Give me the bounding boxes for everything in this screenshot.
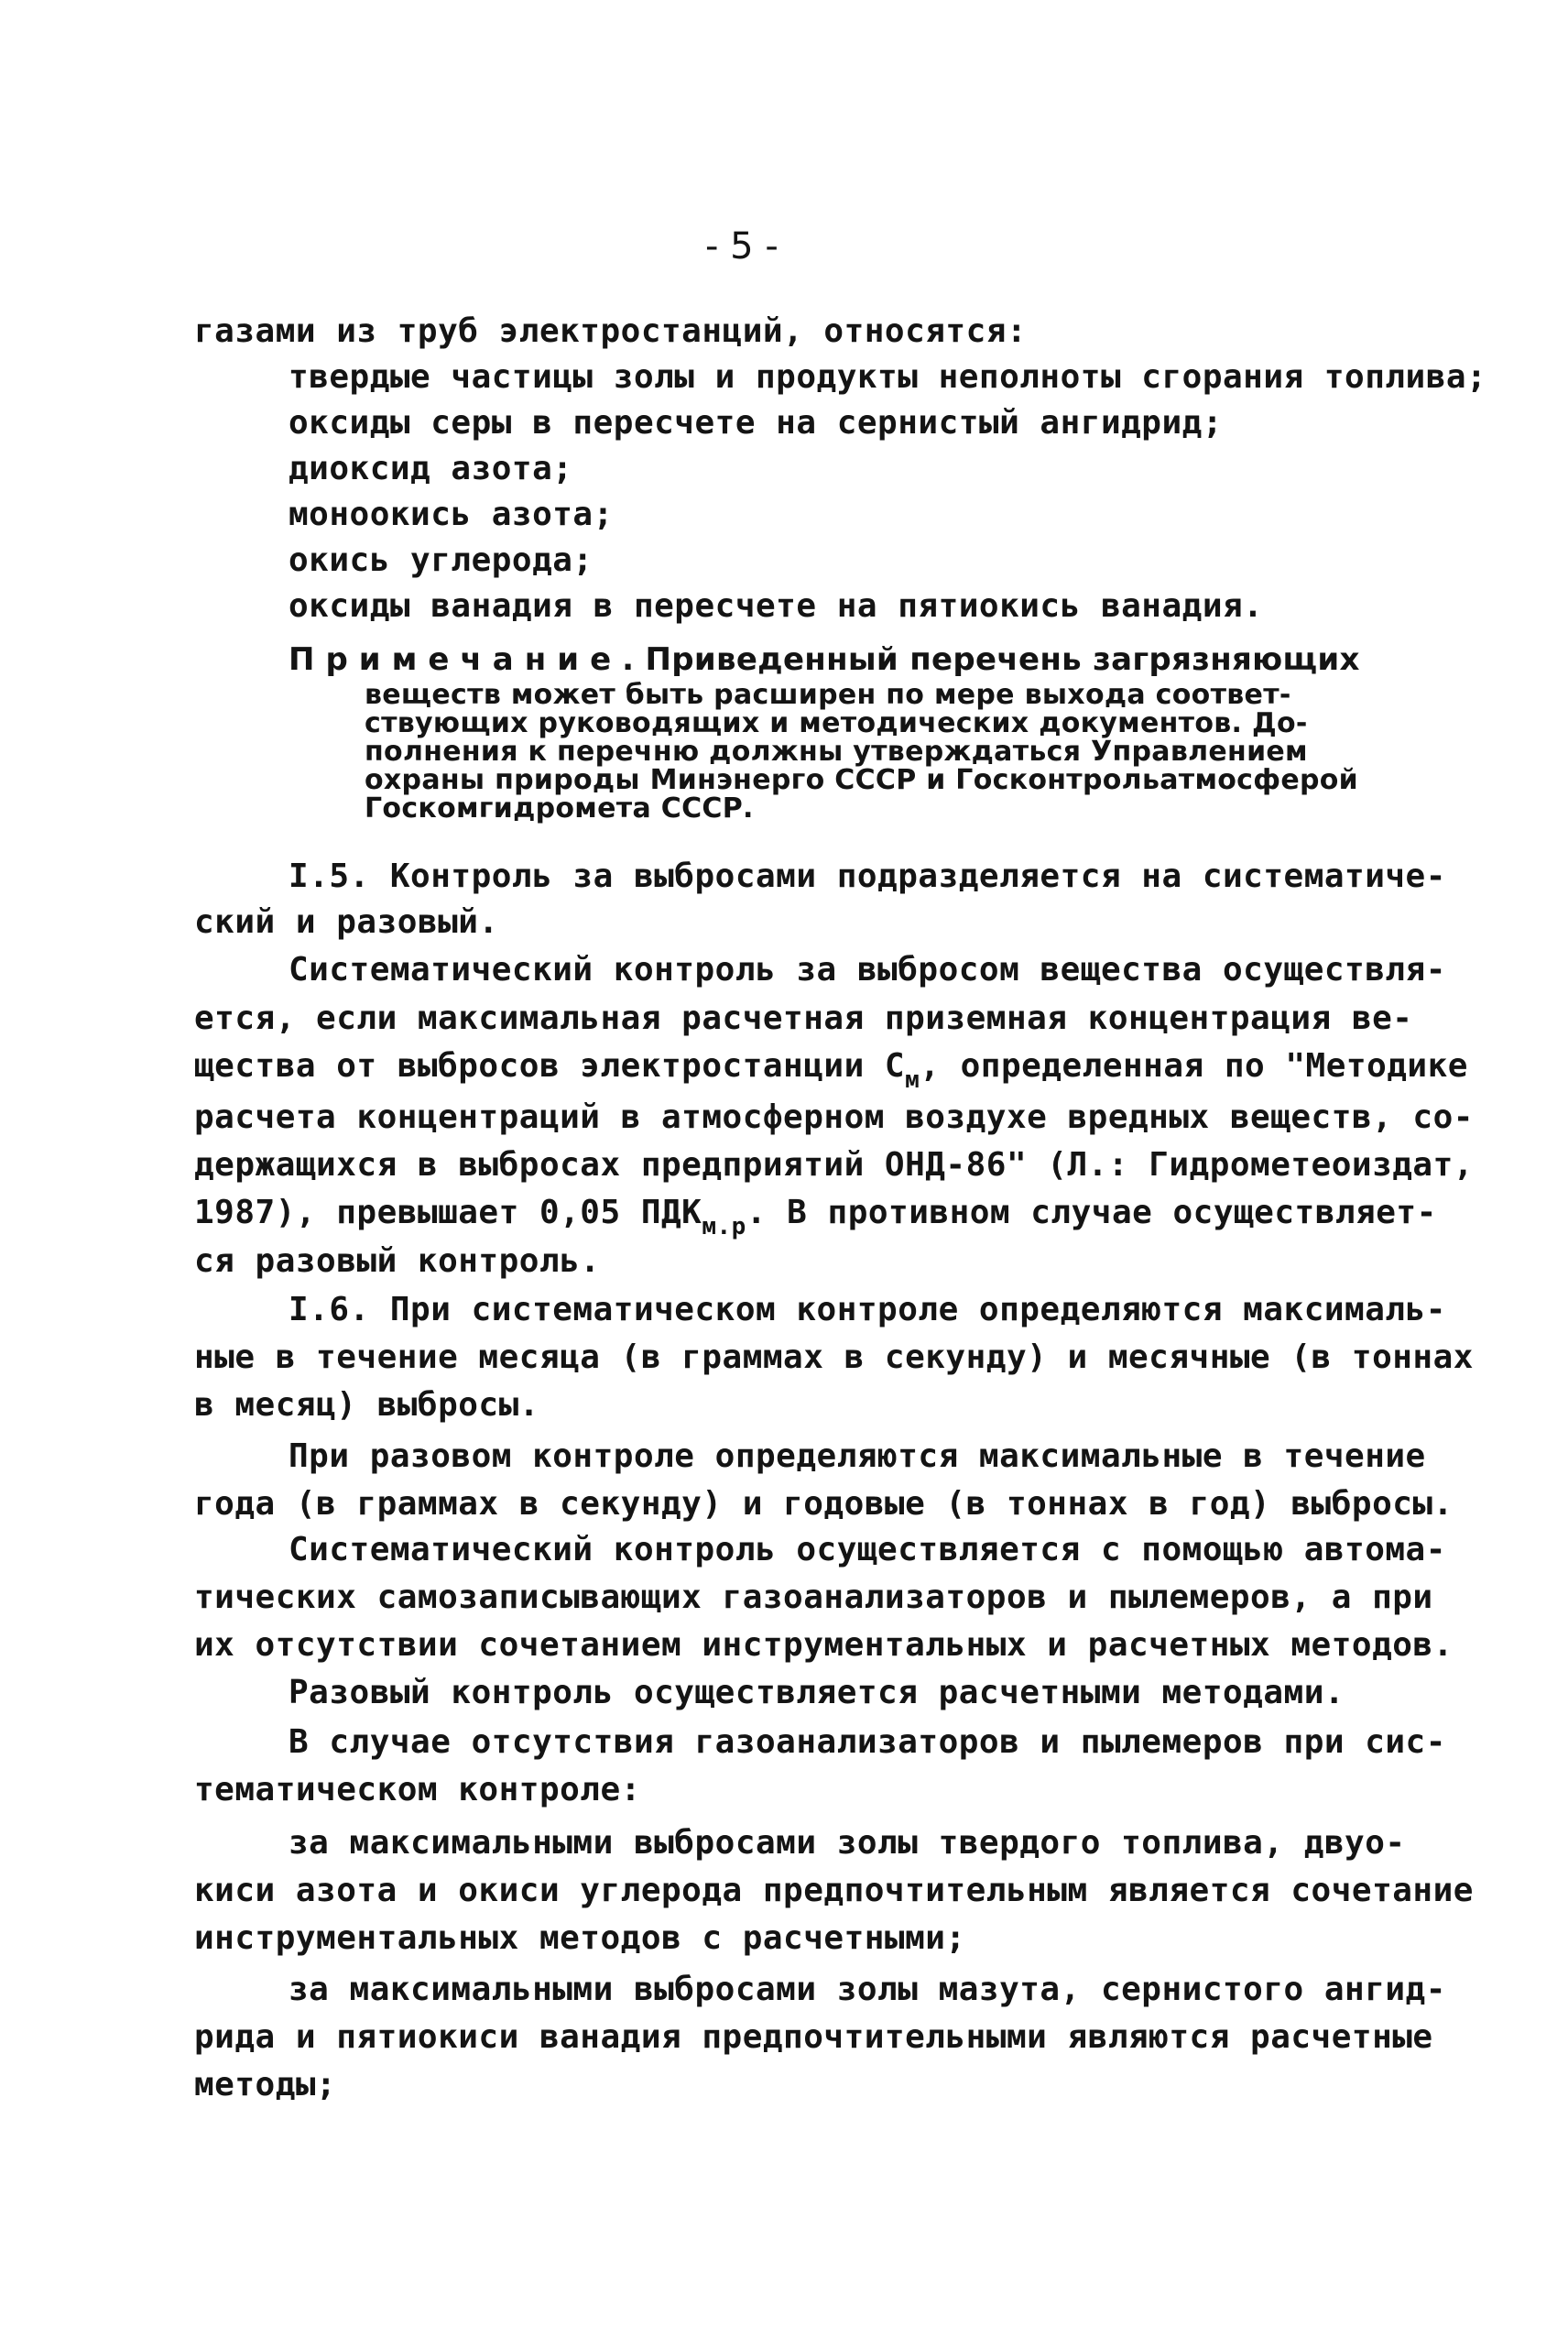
- note-first-line-rest: . Приведенный перечень загрязняющих: [622, 641, 1360, 678]
- pdk-text-after: . В противном случае осуществляет-: [746, 1194, 1437, 1231]
- note-line: полнения к перечню должны утверждаться Управлением: [365, 736, 1308, 768]
- list-item: оксиды серы в пересчете на сернистый ангидрид;: [289, 404, 1223, 442]
- paragraph-line: методы;: [194, 2066, 337, 2103]
- list-item: диоксид азота;: [289, 450, 573, 487]
- page-number: - 5 -: [705, 225, 779, 268]
- text-line: газами из труб электростанций, относятся:: [194, 312, 1028, 350]
- cm-text-before: щества от выбросов электростанции С: [194, 1047, 906, 1085]
- text-line: Систематический контроль за выбросом вещества осуществля-: [289, 951, 1446, 989]
- pdk-text-before: 1987), превышает 0,05 ПДК: [194, 1194, 702, 1231]
- paragraph-line: Систематический контроль осуществляется с помощью автома-: [289, 1531, 1446, 1568]
- paragraph-line: года (в граммах в секунду) и годовые (в тоннах в год) выбросы.: [194, 1485, 1454, 1523]
- note-line: веществ может быть расширен по мере выхода соответ-: [365, 679, 1291, 711]
- paragraph-line: за максимальными выбросами золы твердого топлива, двуо-: [289, 1824, 1406, 1862]
- list-item: окись углерода;: [289, 541, 593, 579]
- paragraph-line: рида и пятиокиси ванадия предпочтительными являются расчетные: [194, 2018, 1433, 2056]
- paragraph-line: В случае отсутствия газоанализаторов и пылемеров при сис-: [289, 1723, 1446, 1761]
- text-line-cm: [194, 1046, 1468, 1094]
- list-item: моноокись азота;: [289, 496, 614, 533]
- note-first-line: [289, 641, 1360, 678]
- note-line: охраны природы Минэнерго СССР и Госконтрольатмосферой: [365, 764, 1358, 796]
- text-line: держащихся в выбросах предприятий ОНД-86" (Л.: Гидрометеоиздат,: [194, 1146, 1474, 1184]
- cm-text-after: , определенная по "Методике: [920, 1047, 1468, 1085]
- paragraph-line: тематическом контроле:: [194, 1771, 641, 1808]
- paragraph-line: инструментальных методов с расчетными;: [194, 1919, 966, 1957]
- list-item: оксиды ванадия в пересчете на пятиокись ванадия.: [289, 587, 1264, 625]
- list-item: твердые частицы золы и продукты неполноты сгорания топлива;: [289, 358, 1487, 396]
- note-label: Примечание: [289, 641, 623, 678]
- section-1-6-line: в месяц) выбросы.: [194, 1386, 539, 1424]
- text-line: ется, если максимальная расчетная приземная концентрация ве-: [194, 1000, 1413, 1037]
- section-1-5-line: I.5. Контроль за выбросами подразделяется на систематиче-: [289, 858, 1446, 895]
- paragraph-line: за максимальными выбросами золы мазута, сернистого ангид-: [289, 1971, 1446, 2008]
- pdk-subscript: м.р: [702, 1213, 746, 1240]
- section-1-6-line: I.6. При систематическом контроле определяются максималь-: [289, 1291, 1446, 1328]
- section-1-5-line: ский и разовый.: [194, 903, 499, 941]
- paragraph-line: тических самозаписывающих газоанализаторов и пылемеров, а при: [194, 1579, 1433, 1616]
- text-line: расчета концентраций в атмосферном воздухе вредных веществ, со-: [194, 1098, 1474, 1136]
- text-line-pdk: [194, 1193, 1437, 1240]
- paragraph-line: При разовом контроле определяются максимальные в течение: [289, 1437, 1426, 1475]
- note-line: ствующих руководящих и методических документов. До-: [365, 707, 1308, 739]
- paragraph-line: киси азота и окиси углерода предпочтительным является сочетание: [194, 1872, 1474, 1909]
- cm-subscript: м: [905, 1066, 920, 1094]
- text-line: ся разовый контроль.: [194, 1242, 601, 1280]
- paragraph-line: их отсутствии сочетанием инструментальных и расчетных методов.: [194, 1626, 1454, 1664]
- note-line: Госкомгидромета СССР.: [365, 792, 754, 825]
- paragraph-line: Разовый контроль осуществляется расчетными методами.: [289, 1674, 1345, 1711]
- section-1-6-line: ные в течение месяца (в граммах в секунду) и месячные (в тоннах: [194, 1338, 1474, 1376]
